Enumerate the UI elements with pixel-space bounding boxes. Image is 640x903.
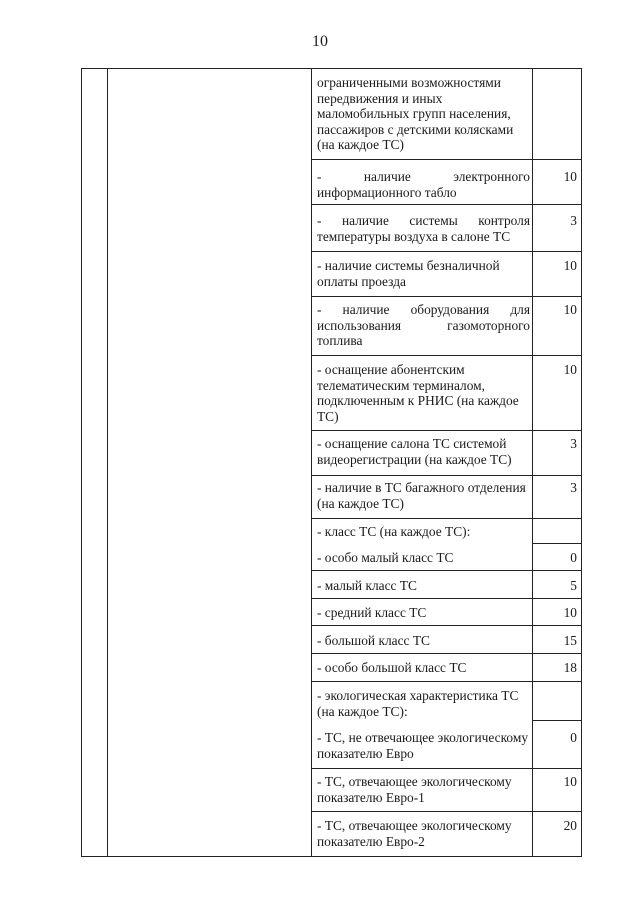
row-divider	[311, 159, 582, 160]
row-divider	[311, 518, 582, 519]
criterion-value: 18	[563, 660, 577, 675]
row-divider	[532, 543, 582, 544]
criterion-value: 10	[563, 362, 577, 377]
column-divider-3	[532, 68, 533, 857]
table-border-top	[81, 68, 582, 69]
criterion-text: - особо малый класс ТС	[317, 550, 454, 565]
criterion-text: ограниченными возможностями передвижения и иных маломобильных групп населения, пассажиров с детскими колясками (на каждое ТС)	[317, 75, 514, 153]
row-divider	[311, 598, 582, 599]
criterion-text: - экологическая характеристика ТС (на каждое ТС):	[317, 688, 519, 719]
row-divider	[311, 475, 582, 476]
criterion-text: - наличие системы контроля температуры воздуха в салоне ТС	[317, 213, 530, 244]
criterion-text: - оснащение абонентским телематическим терминалом, подключенным к РНИС (на каждое ТС)	[317, 362, 519, 424]
criterion-text: - ТС, не отвечающее экологическому показателю Евро	[317, 730, 529, 761]
criterion-value: 0	[570, 730, 577, 745]
row-divider	[311, 811, 582, 812]
criterion-text: - наличие электронного информационного табло	[317, 169, 530, 200]
column-divider-1	[107, 68, 108, 857]
row-divider	[532, 720, 582, 721]
criterion-value: 10	[563, 605, 577, 620]
row-divider	[311, 355, 582, 356]
row-divider	[311, 296, 582, 297]
criterion-text: - большой класс ТС	[317, 633, 430, 648]
criterion-value: 3	[570, 480, 577, 495]
criterion-text: - ТС, отвечающее экологическому показателю Евро-2	[317, 818, 512, 849]
table-border-bottom	[81, 856, 582, 857]
criterion-value: 0	[570, 550, 577, 565]
criterion-value: 3	[570, 436, 577, 451]
row-divider	[311, 768, 582, 769]
criterion-value: 10	[563, 169, 577, 184]
criterion-text: - класс ТС (на каждое ТС):	[317, 524, 471, 539]
page-number: 10	[312, 33, 328, 50]
table-border-left	[81, 68, 82, 857]
criterion-text: - оснащение салона ТС системой видеорегистрации (на каждое ТС)	[317, 436, 512, 467]
criterion-value: 20	[563, 818, 577, 833]
column-divider-2	[311, 68, 312, 857]
row-divider	[311, 251, 582, 252]
row-divider	[311, 681, 582, 682]
row-divider	[311, 570, 582, 571]
criterion-value: 10	[563, 302, 577, 317]
criterion-text: - средний класс ТС	[317, 605, 427, 620]
row-divider	[311, 204, 582, 205]
criterion-text: - наличие в ТС багажного отделения (на каждое ТС)	[317, 480, 526, 511]
criterion-value: 10	[563, 258, 577, 273]
criterion-value: 15	[563, 633, 577, 648]
criterion-text: - малый класс ТС	[317, 578, 417, 593]
criterion-value: 3	[570, 213, 577, 228]
criterion-value: 5	[570, 578, 577, 593]
criterion-text: - ТС, отвечающее экологическому показателю Евро-1	[317, 774, 512, 805]
row-divider	[311, 430, 582, 431]
table-border-right	[581, 68, 582, 857]
criterion-text: - особо большой класс ТС	[317, 660, 467, 675]
criterion-text: - наличие оборудования для использования газомоторного топлива	[317, 302, 530, 349]
row-divider	[311, 625, 582, 626]
criterion-value: 10	[563, 774, 577, 789]
row-divider	[311, 653, 582, 654]
criterion-text: - наличие системы безналичной оплаты проезда	[317, 258, 500, 289]
